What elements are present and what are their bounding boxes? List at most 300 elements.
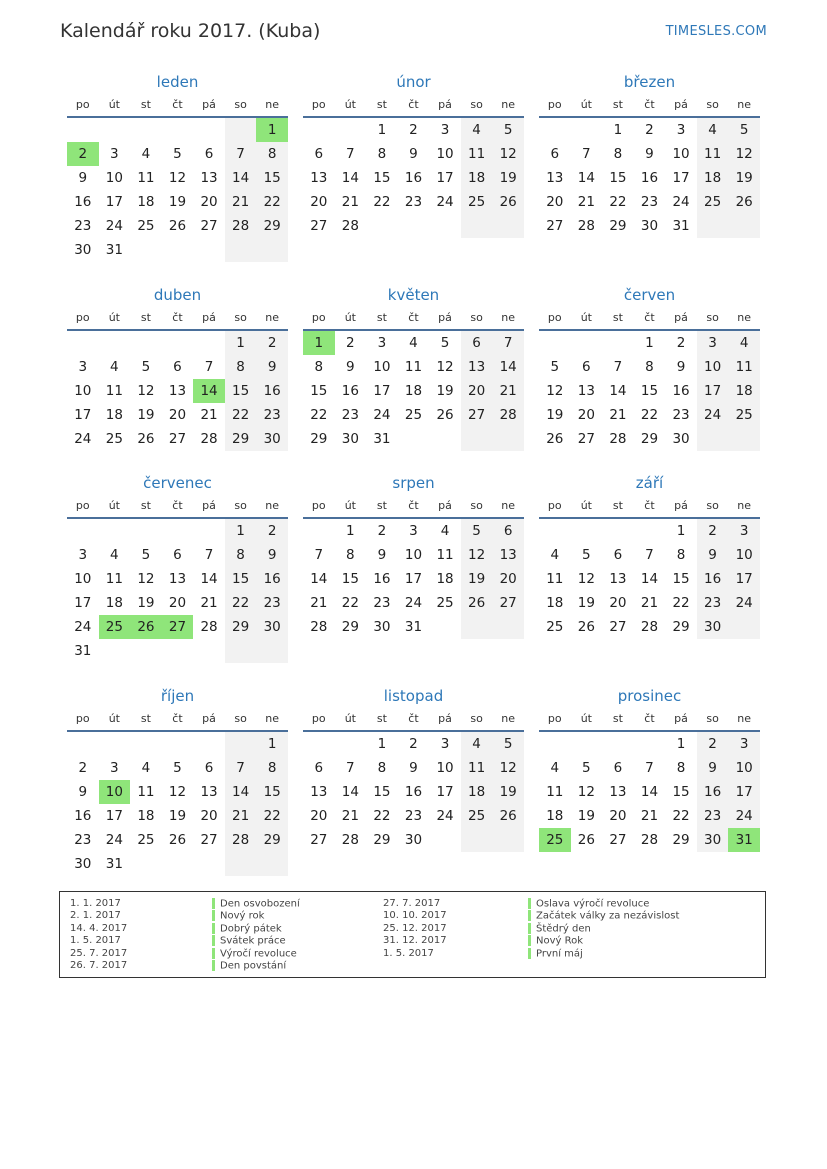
day-cell: 31 [404, 619, 423, 635]
day-cell: 26 [546, 431, 564, 447]
day-cell: 2 [676, 335, 686, 351]
day-cell: 26 [137, 431, 155, 447]
day-cell: 24 [728, 591, 760, 615]
day-cell: 29 [609, 218, 627, 234]
empty-cell [162, 519, 194, 543]
holiday-marker [528, 948, 531, 959]
day-cell: 17 [436, 170, 454, 186]
day-cell: 25 [99, 615, 131, 639]
day-cell: 27 [609, 619, 627, 635]
day-cell: 16 [404, 784, 423, 800]
empty-cell [193, 519, 225, 543]
day-cell: 26 [577, 619, 595, 635]
day-cell: 10 [728, 756, 760, 780]
day-cell: 9 [256, 543, 288, 567]
day-cell: 22 [256, 190, 288, 214]
day-grid [539, 331, 760, 451]
day-cell: 7 [204, 359, 214, 375]
day-grid [67, 118, 288, 262]
day-cell: 1 [676, 523, 686, 539]
weekday-label: út [344, 712, 356, 725]
day-cell: 27 [310, 832, 328, 848]
day-cell: 21 [341, 808, 359, 824]
day-cell: 4 [110, 359, 119, 375]
day-cell: 13 [609, 571, 627, 587]
day-cell: 12 [137, 571, 155, 587]
day-cell: 23 [373, 595, 391, 611]
weekday-label: po [311, 712, 326, 725]
day-cell: 11 [546, 784, 564, 800]
legend-item [528, 935, 679, 947]
day-grid [67, 331, 288, 451]
empty-cell [303, 118, 335, 142]
day-cell: 23 [341, 407, 359, 423]
weekday-header [67, 711, 288, 727]
empty-cell [225, 639, 257, 663]
day-cell: 23 [697, 804, 729, 828]
day-cell: 4 [409, 335, 418, 351]
legend-date: 1. 5. 2017 [383, 947, 434, 959]
holiday-marker [528, 923, 531, 934]
month-block [539, 286, 760, 451]
day-cell: 2 [697, 732, 729, 756]
day-cell: 27 [200, 218, 218, 234]
day-cell: 20 [168, 407, 187, 423]
holiday-marker [212, 898, 215, 909]
empty-cell [303, 519, 335, 543]
day-cell: 2 [377, 523, 387, 539]
day-cell: 30 [256, 615, 288, 639]
empty-cell [539, 331, 571, 355]
weekday-label: ne [501, 98, 516, 111]
day-cell: 19 [461, 567, 493, 591]
day-cell: 13 [168, 571, 187, 587]
day-cell: 3 [728, 519, 760, 543]
holiday-marker [212, 960, 215, 971]
month-block [67, 73, 288, 262]
empty-cell [256, 639, 288, 663]
month-block [303, 474, 524, 639]
empty-cell [193, 639, 225, 663]
day-cell: 30 [74, 856, 92, 872]
day-cell: 8 [346, 547, 355, 563]
weekday-label: čt [172, 98, 183, 111]
month-block [303, 73, 524, 238]
weekday-label: út [580, 311, 592, 324]
day-cell: 12 [168, 784, 187, 800]
day-cell: 26 [436, 407, 454, 423]
day-cell: 10 [728, 543, 760, 567]
empty-cell [429, 615, 461, 639]
legend-name: Nový rok [220, 910, 265, 922]
weekday-label: so [234, 98, 247, 111]
day-cell: 31 [74, 643, 92, 659]
day-cell: 1 [346, 523, 355, 539]
day-cell: 18 [404, 383, 423, 399]
day-cell: 28 [200, 619, 218, 635]
empty-cell [130, 732, 162, 756]
day-cell: 6 [550, 146, 560, 162]
day-cell: 2 [697, 519, 729, 543]
day-cell: 26 [577, 832, 595, 848]
weekday-header [539, 498, 760, 514]
weekday-label: so [706, 98, 719, 111]
day-cell: 11 [404, 359, 423, 375]
day-cell: 15 [373, 784, 391, 800]
site-link[interactable]: TIMESLES.COM [665, 24, 767, 39]
day-cell: 6 [492, 519, 524, 543]
day-cell: 25 [539, 828, 571, 852]
empty-cell [697, 214, 729, 238]
day-cell: 10 [672, 146, 690, 162]
month-name: březen [623, 73, 676, 91]
weekday-label: pá [674, 712, 688, 725]
day-cell: 28 [200, 431, 218, 447]
day-cell: 17 [697, 379, 729, 403]
day-cell: 17 [373, 383, 391, 399]
month-name: únor [396, 73, 431, 91]
legend-name: Svátek práce [220, 935, 286, 947]
day-cell: 17 [436, 784, 454, 800]
day-cell: 27 [162, 615, 194, 639]
day-cell: 26 [492, 190, 524, 214]
day-cell: 19 [137, 595, 155, 611]
empty-cell [492, 828, 524, 852]
empty-cell [67, 732, 99, 756]
day-cell: 3 [728, 732, 760, 756]
empty-cell [225, 732, 257, 756]
day-cell: 14 [640, 784, 659, 800]
weekday-label: ne [501, 499, 516, 512]
empty-cell [492, 214, 524, 238]
empty-cell [130, 331, 162, 355]
day-cell: 18 [461, 780, 493, 804]
day-cell: 16 [697, 567, 729, 591]
day-cell: 5 [141, 359, 151, 375]
day-grid [67, 732, 288, 876]
day-cell: 22 [672, 808, 690, 824]
day-cell: 26 [492, 804, 524, 828]
day-cell: 15 [225, 379, 257, 403]
day-cell: 29 [225, 615, 257, 639]
day-cell: 7 [225, 756, 257, 780]
day-cell: 24 [436, 808, 454, 824]
day-cell: 19 [168, 808, 187, 824]
weekday-label: ne [265, 98, 280, 111]
empty-cell [461, 615, 493, 639]
day-cell: 4 [141, 146, 151, 162]
day-cell: 11 [137, 784, 155, 800]
page-title: Kalendář roku 2017. (Kuba) [60, 20, 321, 42]
day-cell: 30 [341, 431, 359, 447]
day-cell: 21 [640, 595, 659, 611]
day-cell: 6 [613, 760, 623, 776]
day-cell: 5 [173, 146, 182, 162]
weekday-label: út [108, 499, 120, 512]
empty-cell [571, 331, 603, 355]
month-block [303, 286, 524, 451]
day-cell: 14 [225, 780, 257, 804]
day-cell: 6 [314, 146, 324, 162]
day-cell: 22 [373, 808, 391, 824]
legend-date: 31. 12. 2017 [383, 935, 447, 947]
day-cell: 15 [640, 383, 659, 399]
month-name: prosinec [617, 687, 682, 705]
day-cell: 16 [74, 808, 92, 824]
month-block [539, 73, 760, 238]
day-cell: 5 [492, 732, 524, 756]
weekday-header [303, 498, 524, 514]
weekday-header [539, 711, 760, 727]
day-cell: 17 [404, 571, 423, 587]
day-cell: 9 [645, 146, 654, 162]
day-cell: 24 [697, 403, 729, 427]
day-cell: 16 [697, 780, 729, 804]
day-cell: 22 [256, 804, 288, 828]
day-cell: 15 [672, 571, 690, 587]
day-cell: 17 [74, 595, 92, 611]
weekday-label: st [612, 499, 623, 512]
empty-cell [398, 427, 430, 451]
day-cell: 21 [640, 808, 659, 824]
day-cell: 2 [346, 335, 355, 351]
day-cell: 28 [225, 828, 257, 852]
day-cell: 13 [546, 170, 564, 186]
empty-cell [539, 732, 571, 756]
day-cell: 27 [492, 591, 524, 615]
day-cell: 5 [492, 118, 524, 142]
weekday-label: ne [265, 712, 280, 725]
weekday-label: pá [202, 499, 216, 512]
day-cell: 21 [200, 407, 218, 423]
legend-item [528, 898, 679, 910]
day-cell: 9 [409, 146, 418, 162]
day-cell: 14 [609, 383, 627, 399]
day-cell: 4 [728, 331, 760, 355]
day-cell: 15 [373, 170, 391, 186]
weekday-label: st [140, 499, 151, 512]
weekday-label: út [344, 98, 356, 111]
day-cell: 14 [341, 170, 359, 186]
weekday-label: čt [644, 499, 655, 512]
day-cell: 16 [373, 571, 391, 587]
day-cell: 2 [645, 122, 654, 138]
day-cell: 17 [105, 808, 123, 824]
day-cell: 10 [436, 146, 454, 162]
day-cell: 13 [200, 170, 218, 186]
empty-cell [162, 331, 194, 355]
weekday-label: pá [438, 712, 452, 725]
month-name: květen [387, 286, 440, 304]
holiday-marker [528, 910, 531, 921]
weekday-label: čt [644, 712, 655, 725]
day-cell: 14 [200, 571, 218, 587]
day-cell: 24 [404, 595, 423, 611]
empty-cell [162, 118, 194, 142]
day-cell: 29 [672, 832, 690, 848]
weekday-label: st [140, 98, 151, 111]
weekday-label: pá [674, 98, 688, 111]
legend-item [528, 923, 679, 935]
day-cell: 6 [582, 359, 591, 375]
weekday-label: ne [265, 499, 280, 512]
day-cell: 25 [461, 190, 493, 214]
day-cell: 16 [256, 567, 288, 591]
day-cell: 28 [640, 832, 659, 848]
day-cell: 13 [492, 543, 524, 567]
weekday-label: pá [202, 98, 216, 111]
day-cell: 20 [546, 194, 564, 210]
day-cell: 22 [310, 407, 328, 423]
legend-item [212, 898, 300, 910]
day-cell: 13 [200, 784, 218, 800]
weekday-label: ne [265, 311, 280, 324]
day-cell: 19 [137, 407, 155, 423]
day-grid [303, 732, 524, 852]
day-cell: 16 [640, 170, 659, 186]
day-cell: 21 [492, 379, 524, 403]
weekday-label: st [140, 311, 151, 324]
weekday-label: čt [644, 311, 655, 324]
weekday-label: čt [172, 311, 183, 324]
month-block [303, 687, 524, 852]
day-cell: 10 [373, 359, 391, 375]
day-cell: 28 [609, 431, 627, 447]
day-cell: 19 [492, 780, 524, 804]
day-cell: 24 [105, 832, 123, 848]
day-cell: 12 [436, 359, 454, 375]
day-cell: 3 [78, 547, 88, 563]
weekday-label: st [376, 98, 387, 111]
day-cell: 29 [672, 619, 690, 635]
day-grid [539, 519, 760, 639]
day-cell: 29 [640, 431, 659, 447]
day-cell: 20 [310, 194, 328, 210]
legend-names-1 [212, 898, 300, 972]
empty-cell [461, 828, 493, 852]
day-cell: 1 [377, 736, 387, 752]
weekday-label: po [75, 712, 90, 725]
day-cell: 11 [105, 571, 123, 587]
day-cell: 30 [74, 242, 92, 258]
day-grid [539, 118, 760, 238]
day-cell: 30 [640, 218, 659, 234]
weekday-label: ne [737, 98, 752, 111]
day-cell: 3 [78, 359, 88, 375]
legend-name: První máj [536, 948, 583, 960]
day-cell: 7 [613, 359, 623, 375]
legend-name: Nový Rok [536, 935, 584, 947]
month-block [67, 286, 288, 451]
empty-cell [539, 118, 571, 142]
weekday-label: po [311, 499, 326, 512]
day-cell: 4 [110, 547, 119, 563]
legend-date: 1. 1. 2017 [70, 898, 121, 909]
day-cell: 25 [436, 595, 454, 611]
day-cell: 8 [645, 359, 654, 375]
day-cell: 3 [110, 146, 119, 162]
day-cell: 31 [105, 242, 123, 258]
day-cell: 9 [409, 760, 418, 776]
day-cell: 17 [74, 407, 92, 423]
empty-cell [571, 519, 603, 543]
day-cell: 22 [225, 403, 257, 427]
legend-name: Den osvobození [220, 898, 300, 910]
day-cell: 27 [609, 832, 627, 848]
weekday-label: po [547, 311, 562, 324]
day-cell: 15 [341, 571, 359, 587]
empty-cell [193, 331, 225, 355]
legend-item [212, 910, 300, 922]
weekday-label: so [234, 712, 247, 725]
day-cell: 29 [256, 828, 288, 852]
day-cell: 15 [256, 166, 288, 190]
day-cell: 26 [461, 591, 493, 615]
day-cell: 19 [577, 595, 595, 611]
empty-cell [99, 732, 131, 756]
weekday-label: čt [408, 712, 419, 725]
day-cell: 3 [377, 335, 387, 351]
day-cell: 5 [141, 547, 151, 563]
legend-dates-2 [383, 898, 447, 960]
day-cell: 3 [697, 331, 729, 355]
day-cell: 22 [640, 407, 659, 423]
day-grid [67, 519, 288, 663]
day-cell: 30 [672, 431, 690, 447]
empty-cell [67, 519, 99, 543]
legend-dates-1 [70, 898, 127, 972]
empty-cell [602, 732, 634, 756]
day-cell: 9 [697, 756, 729, 780]
day-cell: 12 [461, 543, 493, 567]
empty-cell [602, 519, 634, 543]
day-cell: 12 [577, 571, 595, 587]
empty-cell [539, 519, 571, 543]
weekday-header [303, 97, 524, 113]
weekday-label: po [547, 712, 562, 725]
legend-item [528, 948, 679, 960]
weekday-label: so [470, 712, 483, 725]
empty-cell [429, 427, 461, 451]
day-cell: 20 [609, 595, 627, 611]
day-cell: 11 [461, 756, 493, 780]
day-cell: 21 [200, 595, 218, 611]
day-cell: 24 [672, 194, 690, 210]
day-cell: 21 [310, 595, 328, 611]
empty-cell [193, 732, 225, 756]
empty-cell [256, 852, 288, 876]
day-cell: 27 [200, 832, 218, 848]
empty-cell [634, 732, 666, 756]
day-cell: 7 [346, 146, 355, 162]
day-cell: 28 [640, 619, 659, 635]
weekday-label: ne [737, 499, 752, 512]
day-cell: 15 [609, 170, 627, 186]
day-cell: 10 [436, 760, 454, 776]
weekday-label: so [234, 311, 247, 324]
empty-cell [67, 331, 99, 355]
day-cell: 10 [74, 571, 92, 587]
weekday-label: po [547, 98, 562, 111]
day-cell: 26 [168, 832, 187, 848]
day-cell: 6 [204, 760, 214, 776]
day-cell: 31 [672, 218, 690, 234]
day-cell: 19 [436, 383, 454, 399]
day-cell: 20 [200, 808, 218, 824]
legend-name: Den povstání [220, 960, 287, 972]
empty-cell [99, 519, 131, 543]
holiday-marker [212, 910, 215, 921]
